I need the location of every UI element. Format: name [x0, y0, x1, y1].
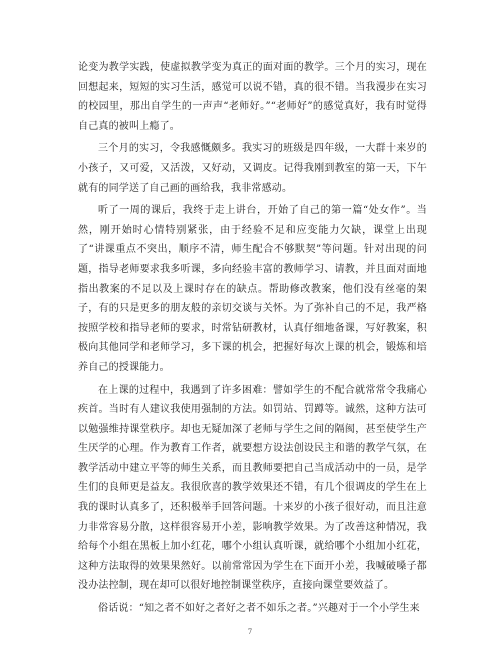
- paragraph-1: 论变为教学实践，使虚拟教学变为真正的面对面的教学。三个月的实习，现在回想起来，短短的实习生活，感觉可以说不错，真的很不错。当我漫步在实习的校园里，那出自学生的一声声“老师好。”“老师好”的感觉真好，我有时觉得自己真的被叫上瘾了。: [78, 62, 427, 132]
- paragraph-5: 俗话说：“知之者不如好之者好之者不如乐之者。”兴趣对于一个小学生来: [98, 603, 420, 615]
- paragraph-2: 三个月的实习，令我感慨颇多。我实习的班级是四年级，一大群十来岁的小孩子，又可爱，又活泼，又好动，又调皮。记得我刚到教室的第一天，下午就有的同学送了自己画的画给我，我非常感动。: [78, 143, 427, 194]
- page-number: 7: [247, 628, 253, 636]
- document-body: [78, 58, 427, 622]
- paragraph-4: 在上课的过程中，我遇到了许多困难：譬如学生的不配合就常常令我痛心疾首。当时有人建议我使用强制的方法。如罚站、罚蹲等。诚然，这种方法可以勉强维持课堂秩序。却也无疑加深了老师与学生之间的隔阂，甚至使学生产生厌学的心理。作为教育工作者，就要想方设法创设民主和谐的教学气氛，在教学活动中建立平等的师生关系，而且教师要把自己当成活动中的一员，是学生们的良师更是益友。我很欣喜的教学效果还不错，有几个很调皮的学生在上我的课时认真多了，还积极举手回答问题。十来岁的小孩子很好动，而且注意力非常容易分散，这样很容易开小差，影响教学效果。为了改善这种情况，我给每个小组在黑板上加小红花，哪个小组认真听课，就给哪个小组加小红花，这种方法取得的效果果然好。以前常常因为学生在下面开小差，我喊破嗓子都没办法控制，现在却可以很好地控制课堂秩序，直接向课堂要效益了。: [78, 384, 427, 592]
- paragraph-3: 听了一周的课后，我终于走上讲台，开始了自己的第一篇“处女作”。当然，刚开始时心情特别紧张，由于经验不足和应变能力欠缺，课堂上出现了“讲课重点不突出，顺序不清，师生配合不够默契”等问题。针对出现的问题，指导老师要求我多听课，多向经验丰富的教师学习、请教，并且面对面地指出教案的不足以及上课时存在的缺点。帮助修改教案，他们没有丝毫的架子，有的只是更多的朋友般的亲切交谈与关怀。为了弥补自己的不足，我严格按照学校和指导老师的要求，时常钻研教材，认真仔细地备课，写好教案，积极向其他同学和老师学习，多下课的机会，把握好每次上课的机会，锻炼和培养自己的授课能力。: [78, 205, 427, 373]
